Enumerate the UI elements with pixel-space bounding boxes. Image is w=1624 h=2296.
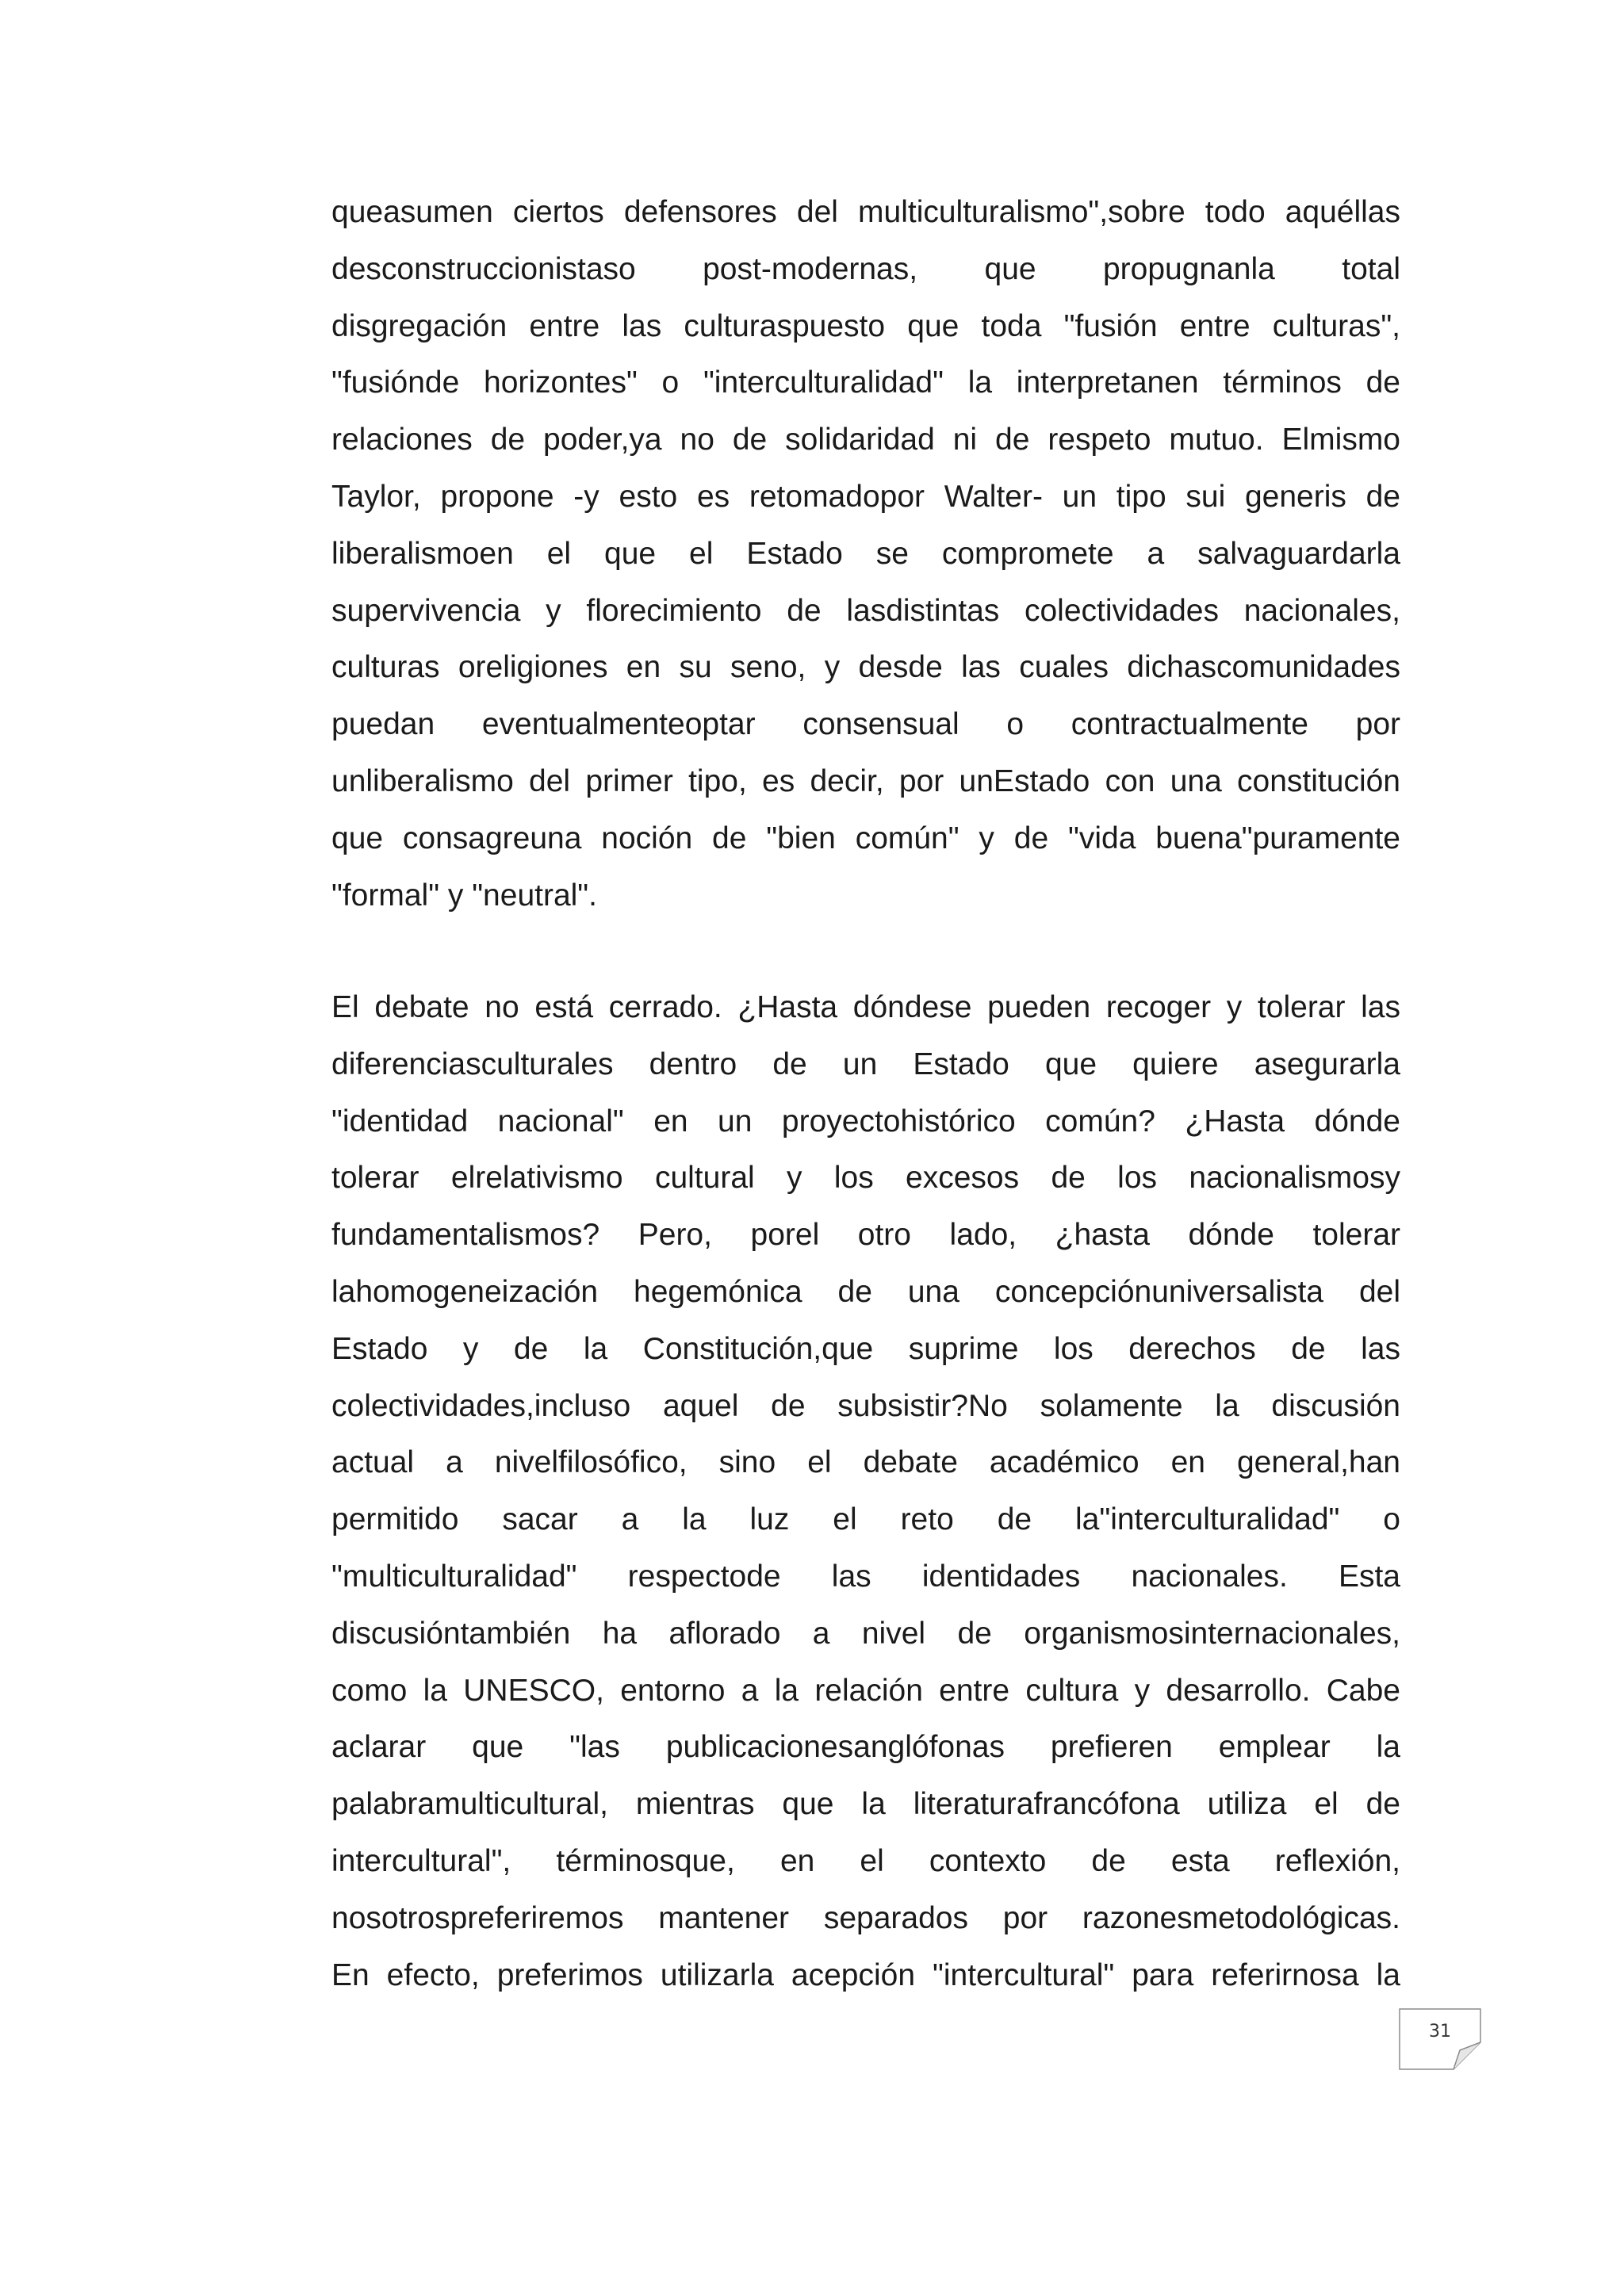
text-line: puedan eventualmenteoptar consensual o contractualmente por [331,707,1400,742]
text-line: En efecto, preferimos utilizarla acepción "intercultural" para referirnosa la [331,1957,1400,1992]
text-line: relaciones de poder,ya no de solidaridad ni de respeto mutuo. Elmismo [331,423,1400,457]
text-line: desconstruccionistaso post-modernas, que propugnanla total [331,251,1400,286]
text-line: discusióntambién ha aflorado a nivel de organismosinternacionales, [331,1616,1400,1651]
text-line: fundamentalismos? Pero, porel otro lado, ¿hasta dónde tolerar [331,1218,1400,1253]
text-line: nosotrospreferiremos mantener separados por razonesmetodológicas. [331,1900,1400,1935]
text-line: "multiculturalidad" respectode las identidades nacionales. Esta [331,1559,1400,1594]
text-line: permitido sacar a la luz el reto de la"interculturalidad" o [331,1502,1400,1537]
paragraph-1 [331,184,1400,924]
text-line: que consagreuna noción de "bien común" y de "vida buena"puramente [331,821,1400,855]
text-line: "formal" y "neutral". [331,878,597,913]
text-line: diferenciasculturales dentro de un Estado que quiere asegurarla [331,1047,1400,1081]
text-line: aclarar que "las publicacionesanglófonas prefieren emplear la [331,1730,1400,1765]
text-line: intercultural", términosque, en el contexto de esta reflexión, [331,1843,1400,1878]
text-line: como la UNESCO, entorno a la relación entre cultura y desarrollo. Cabe [331,1673,1400,1708]
text-line: palabramulticultural, mientras que la literaturafrancófona utiliza el de [331,1787,1400,1822]
text-line: liberalismoen el que el Estado se compromete a salvaguardarla [331,536,1400,571]
text-line: Estado y de la Constitución,que suprime los derechos de las [331,1331,1400,1366]
text-line: El debate no está cerrado. ¿Hasta dóndese pueden recoger y tolerar las [331,990,1400,1024]
text-line: Taylor, propone -y esto es retomadopor Walter- un tipo sui generis de [331,479,1400,514]
text-line: unliberalismo del primer tipo, es decir, por unEstado con una constitución [331,763,1400,798]
page-number-badge [1399,2008,1481,2070]
text-line: supervivencia y florecimiento de lasdistintas colectividades nacionales, [331,593,1400,628]
text-line: tolerar elrelativismo cultural y los excesos de los nacionalismosy [331,1161,1400,1196]
page-number: 31 [1429,2022,1451,2042]
text-line: colectividades,incluso aquel de subsistir?No solamente la discusión [331,1388,1400,1423]
paragraph-2 [331,979,1400,2003]
text-line: lahomogeneización hegemónica de una concepciónuniversalista del [331,1274,1400,1309]
text-line: actual a nivelfilosófico, sino el debate académico en general,han [331,1445,1400,1480]
text-line: culturas oreligiones en su seno, y desde las cuales dichascomunidades [331,650,1400,685]
text-line: queasumen ciertos defensores del multiculturalismo",sobre todo aquéllas [331,195,1400,229]
text-line: "fusiónde horizontes" o "interculturalidad" la interpretanen términos de [331,365,1400,400]
text-line: "identidad nacional" en un proyectohistórico común? ¿Hasta dónde [331,1104,1400,1138]
text-line: disgregación entre las culturaspuesto que toda "fusión entre culturas", [331,308,1400,343]
